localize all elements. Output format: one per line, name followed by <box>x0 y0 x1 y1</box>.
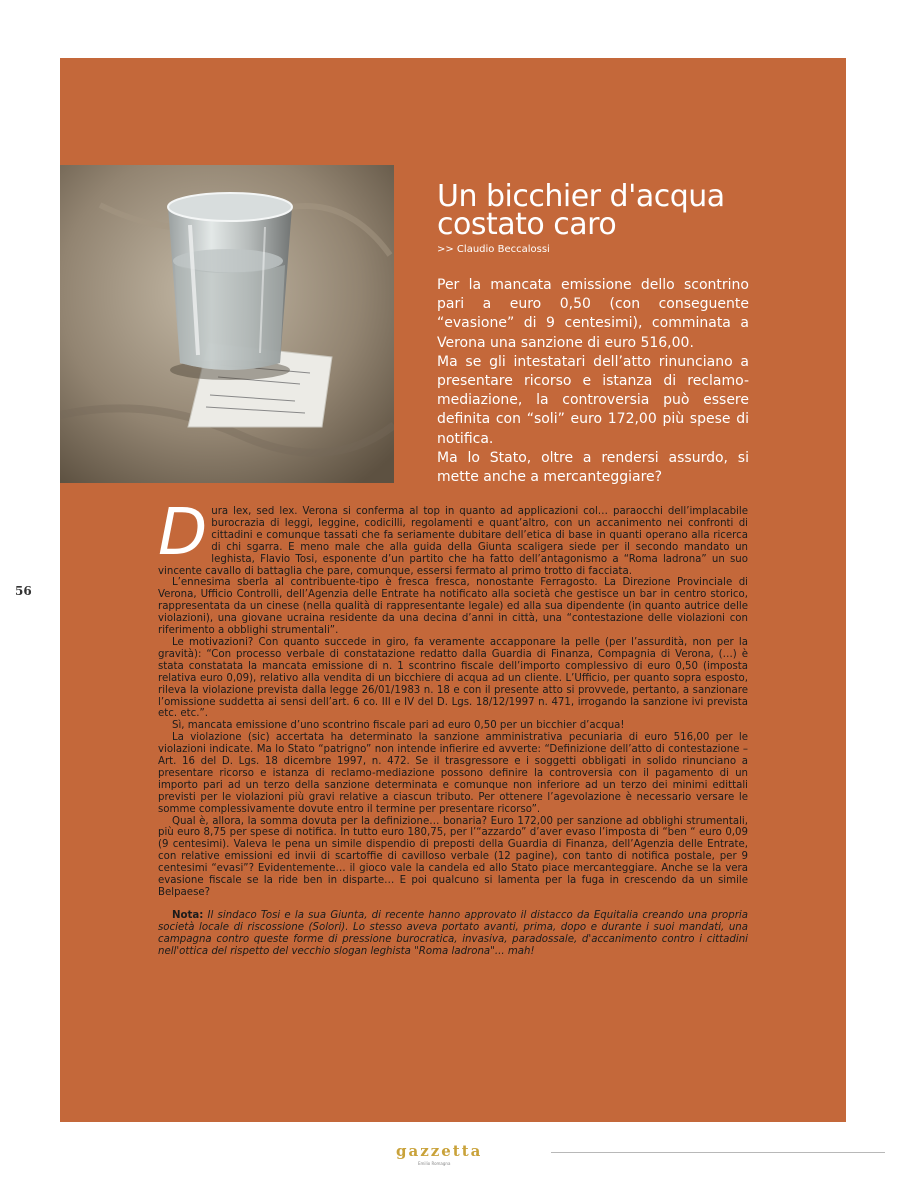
lead-paragraph: Ma lo Stato, oltre a rendersi assurdo, si mette anche a mercanteggiare? <box>437 449 749 486</box>
lead-paragraph: Per la mancata emissione dello scontrino pari a euro 0,50 (con conseguente “evasione” di 9 centesimi), comminata a Verona una sanzione di euro 516,00. <box>437 277 749 351</box>
article-note <box>158 910 748 958</box>
article-title-line-2: costato caro <box>437 207 617 242</box>
logo-wordmark: gazzetta <box>396 1142 483 1160</box>
body-paragraph: Le motivazioni? Con quanto succede in giro, fa veramente accapponare la pelle (per l’assurdità, non per la gravità): “Con processo verbale di constatazione redatto dalla Guardia di Finanza, Compagnia di Verona, (…) è stata constatata la mancata emissione di n. 1 scontrino fiscale dell’importo complessivo di euro 0,50 (imposta relativa euro 0,09), relativo alla vendita di un bicchiere di acqua ad un cliente. L’Ufficio, per quanto sopra esposto, rileva la violazione prevista dalla legge 26/01/1983 n. 18 e con il presente atto si provvede, pertanto, a sanzionare l’omissione suddetta ai sensi dell’art. 6 co. III e IV del D. Lgs. 18/12/1997 n. 471, irrogando la sanzione ivi prevista etc. etc.”. <box>158 636 748 720</box>
photo-illustration <box>60 165 394 483</box>
body-paragraph: L’ennesima sberla al contribuente-tipo è fresca fresca, nonostante Ferragosto. La Direzione Provinciale di Verona, Ufficio Controlli, dell’Agenzia delle Entrate ha notificato alla società che gestisce un bar in centro storico, rappresentata da un cinese (nella qualità di rappresentante legale) ed alla sua dipendente (in quanto autrice delle violazioni), una giovane ucraina residente da una decina d’anni in città, una “contestazione delle violazioni con riferimento a obblighi strumentali”. <box>158 577 748 637</box>
note-label: Nota: <box>172 909 204 921</box>
article-body <box>158 496 748 958</box>
lead-paragraph: Ma se gli intestatari dell’atto rinunciano a presentare ricorso e istanza di reclamo-mediazione, la controversia può essere definita con “soli” euro 172,00 più spese di notifica. <box>437 353 749 447</box>
glass-of-water-photo <box>60 165 394 483</box>
logo-subtitle: Emilio Romagna <box>418 1161 451 1166</box>
article-title-line-1: Un bicchier d'acqua <box>437 179 725 214</box>
magazine-logo <box>396 1140 508 1170</box>
article-lead <box>437 276 749 487</box>
footer-divider <box>551 1152 885 1153</box>
body-paragraph: ura lex, sed lex. Verona si conferma al top in quanto ad applicazioni col… paraocchi dell’implacabile burocrazia di leggi, leggine, codicilli, regolamenti e quant’altro, con un accanimento nei confronti di cittadini e comunque tassati che fa seriamente dubitare dell’etica di base in quanti operano alla ricerca di chi sgarra. E meno male che alla guida della Giunta scaligera siede per il secondo mandato un leghista, Flavio Tosi, esponente d’un partito che ha fatto dell’antagonismo a “Roma ladrona” un suo vincente cavallo di battaglia che pare, comunque, essersi fermato al primo trotto di facciata. <box>158 506 748 577</box>
note-text: Il sindaco Tosi e la sua Giunta, di recente hanno approvato il distacco da Equitalia creando una propria società locale di riscossione (Solori). Lo stesso aveva portato avanti, prima, dopo e durante i suoi mandati, una campagna contro queste forme di pressione burocratica, invasiva, paradossale, d'accanimento contro i cittadini nell'ottica del rispetto del vecchio slogan leghista "Roma ladrona"... mah! <box>158 909 748 957</box>
body-paragraph: Qual è, allora, la somma dovuta per la definizione… bonaria? Euro 172,00 per sanzione ad obblighi strumentali, più euro 8,75 per spese di notifica. In tutto euro 180,75, per l’“azzardo” d’aver evaso l’imposta di “ben “ euro 0,09 (9 centesimi). Valeva le pena un simile dispendio di preposti della Guardia di Finanza, dell’Agenzia delle Entrate, con relative emissioni ed invii di scartoffie di cavilloso verbale (12 pagine), con tanto di notifica postale, per 9 centesimi “evasi”? Evidentemente… il gioco vale la candela ed allo Stato piace mercanteggiare. Anche se la vera evasione fiscale se la ride ben in disparte… E poi qualcuno si lamenta per la fuga in crescendo da un simile Belpaese? <box>158 815 748 898</box>
page-number: 56 <box>15 584 32 598</box>
body-paragraph: La violazione (sic) accertata ha determinato la sanzione amministrativa pecuniaria di euro 516,00 per le violazioni indicate. Ma lo Stato “patrigno” non intende infierire ed avverte: “Definizione dell’atto di contestazione – Art. 16 del D. Lgs. 18 dicembre 1997, n. 472. Se il trasgressore e i soggetti obbligati in solido rinunciano a presentare ricorso e istanza di reclamo-mediazione possono definire la controversia con il pagamento di un importo pari ad un terzo della sanzione determinata e comunque non inferiore ad un terzo dei minimi edittali previsti per le violazioni più gravi relative a ciascun tributo. Per ottenere l’agevolazione è necessario versare le somme complessivamente dovute entro il termine per presentare ricorso”. <box>158 732 748 815</box>
article-author: >> Claudio Beccalossi <box>437 244 550 255</box>
article-header <box>437 179 757 255</box>
body-paragraph: Sì, mancata emissione d’uno scontrino fiscale pari ad euro 0,50 per un bicchier d’acqua! <box>172 720 625 732</box>
drop-cap: D <box>158 496 208 570</box>
